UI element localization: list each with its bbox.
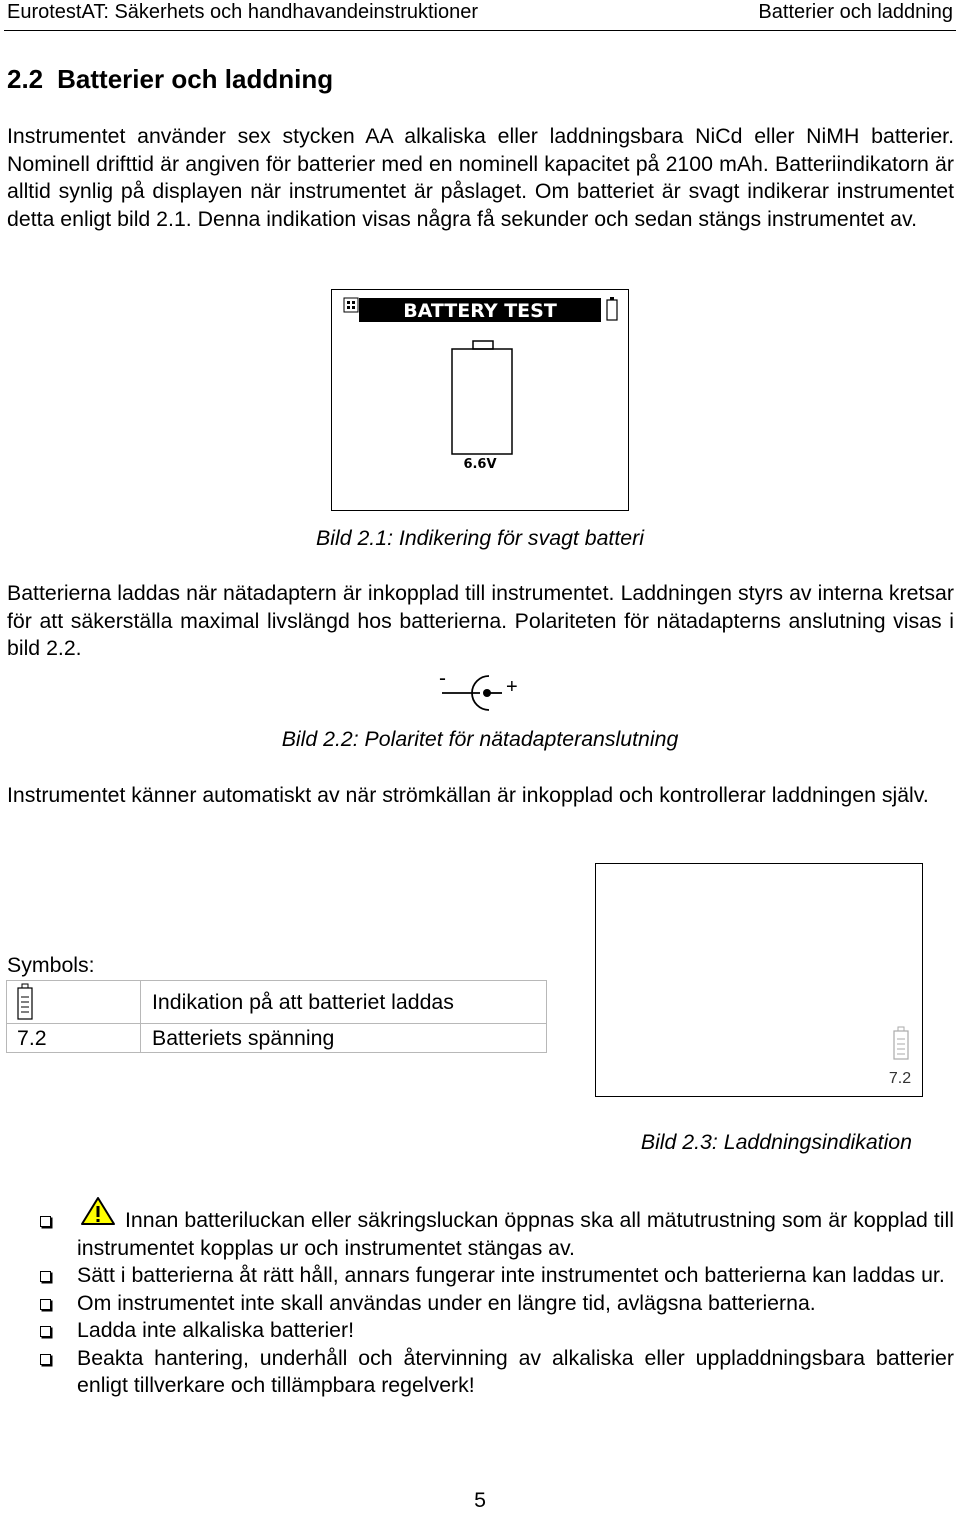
symbol-cell: 7.2 [7, 1024, 141, 1053]
section-number: 2.2 [7, 64, 44, 94]
header-document-title: EurotestAT: Säkerhets och handhavandeinstruktioner [7, 1, 479, 23]
minus-sign: - [439, 667, 446, 690]
list-item-text: Om instrumentet inte skall användas under en längre tid, avlägsna batterierna. [77, 1290, 816, 1315]
list-item [40, 1290, 954, 1318]
screen-title: BATTERY TEST [403, 300, 557, 322]
list-item [40, 1262, 954, 1290]
menu-icon [344, 298, 358, 312]
list-item [40, 1317, 954, 1345]
charging-display [596, 864, 922, 1096]
page-number: 5 [474, 1488, 486, 1512]
header-rule [4, 30, 956, 31]
checkbox-bullet-icon [40, 1271, 51, 1282]
symbol-description: Batteriets spänning [141, 1024, 547, 1053]
battery-test-screen [331, 289, 629, 511]
battery-charging-icon [17, 983, 33, 1021]
large-battery-icon [452, 341, 512, 454]
symbol-row [7, 1024, 547, 1053]
list-item [40, 1207, 954, 1262]
section-heading [7, 64, 333, 95]
charging-indication-screen [595, 863, 923, 1097]
battery-test-display [332, 290, 628, 510]
list-item-text: Sätt i batterierna åt rätt håll, annars fungerar inte instrumentet och batterierna kan laddas ur. [77, 1263, 945, 1287]
checkbox-bullet-icon [40, 1326, 51, 1337]
polarity-symbol [430, 666, 530, 716]
battery-status-icon [607, 297, 617, 320]
paragraph-auto-detect: Instrumentet känner automatiskt av när strömkällan är inkopplad och kontrollerar laddningen själv. [7, 783, 929, 807]
warning-icon [80, 1196, 116, 1226]
page-header [7, 0, 953, 28]
section-title: Batterier och laddning [57, 64, 334, 94]
list-item-text: Beakta hantering, underhåll och återvinning av alkaliska eller uppladdningsbara batterier enligt tillverkare och tillämpbara regelverk! [77, 1345, 954, 1397]
bullet-list [40, 1207, 954, 1400]
symbols-title: Symbols: [7, 953, 95, 977]
symbols-table [6, 980, 547, 1053]
symbol-row [7, 981, 547, 1024]
checkbox-bullet-icon [40, 1354, 51, 1365]
list-item-text: Innan batteriluckan eller säkringsluckan öppnas ska all mätutrustning som är kopplad till instrumentet kopplas ur och instrumentet stängas av. [77, 1208, 954, 1260]
plus-sign: + [506, 676, 518, 698]
battery-voltage: 6.6V [463, 457, 497, 472]
checkbox-bullet-icon [40, 1216, 51, 1227]
figure3-caption: Bild 2.3: Laddningsindikation [640, 1130, 912, 1154]
voltage-value: 7.2 [888, 1070, 912, 1087]
header-chapter-title: Batterier och laddning [758, 1, 953, 23]
checkbox-bullet-icon [40, 1299, 51, 1310]
figure2-caption: Bild 2.2: Polaritet för nätadapteranslutning [281, 727, 679, 751]
polarity-diagram [430, 666, 530, 716]
paragraph-intro: Instrumentet använder sex stycken AA alkaliska eller laddningsbara NiCd eller NiMH batterier. Nominell drifttid är angiven för batterier med en nominell kapacitet på 2100 mAh. Batteriindikatorn är alltid synlig på displayen när instrumentet är påslaget. Om batteriet är svagt indikerar instrumentet detta enligt bild 2.1. Denna indikation visas några få sekunder och sedan stängs instrumentet av. [7, 124, 954, 231]
list-item-text: Ladda inte alkaliska batterier! [77, 1318, 355, 1342]
symbol-cell [7, 981, 141, 1024]
list-item [40, 1345, 954, 1400]
figure1-caption: Bild 2.1: Indikering för svagt batteri [316, 526, 644, 550]
paragraph-charging: Batterierna laddas när nätadaptern är inkopplad till instrumentet. Laddningen styrs av interna kretsar för att säkerställa maximal livslängd hos batterierna. Polariteten för nätadapterns anslutning visas i bild 2.2. [7, 581, 954, 660]
symbol-description: Indikation på att batteriet laddas [141, 981, 547, 1024]
battery-charging-icon [894, 1027, 908, 1059]
